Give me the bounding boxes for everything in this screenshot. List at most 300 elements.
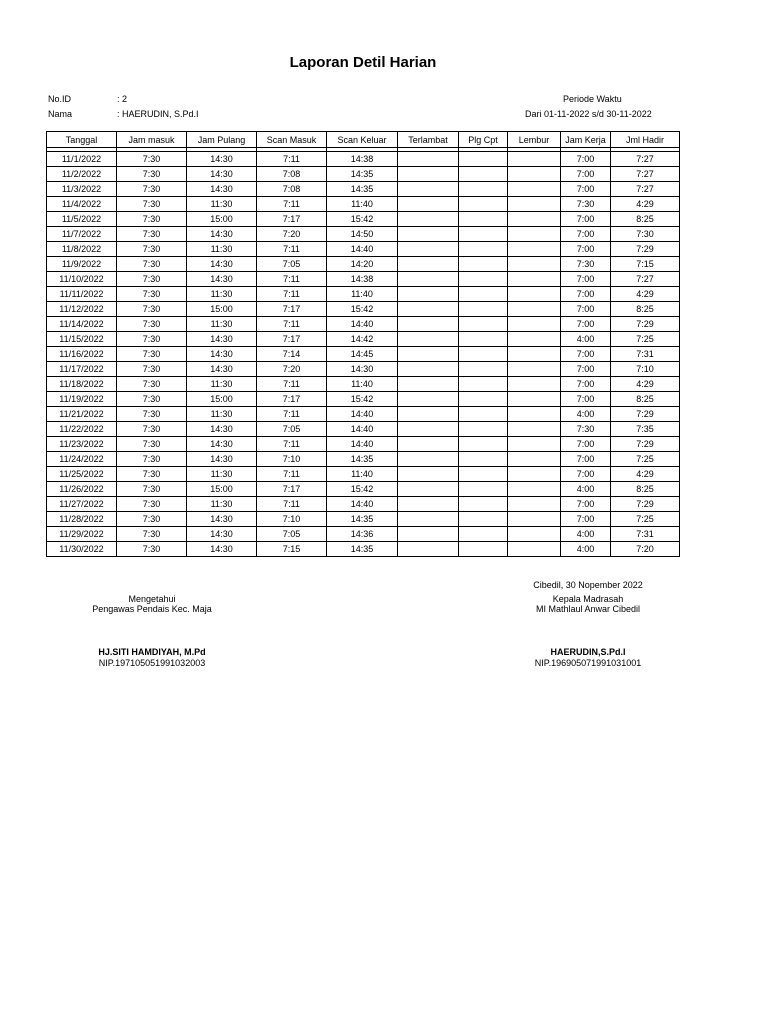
table-cell: 7:30 (117, 347, 187, 362)
table-cell: 7:29 (611, 497, 680, 512)
table-cell (459, 497, 508, 512)
table-cell: 7:20 (611, 542, 680, 557)
table-cell (508, 482, 561, 497)
table-cell (459, 332, 508, 347)
table-cell: 7:00 (561, 152, 611, 167)
no-id-label: No.ID (48, 94, 72, 104)
table-cell: 7:30 (117, 152, 187, 167)
table-row (46, 242, 680, 257)
table-cell: 7:30 (117, 512, 187, 527)
table-cell: 11/5/2022 (46, 212, 117, 227)
table-cell: 11/25/2022 (46, 467, 117, 482)
table-cell: 7:10 (257, 512, 327, 527)
table-cell: 14:30 (187, 452, 257, 467)
table-cell: 7:30 (561, 422, 611, 437)
table-cell: 7:31 (611, 527, 680, 542)
table-cell: 14:30 (187, 542, 257, 557)
table-cell (508, 392, 561, 407)
table-cell: 14:35 (327, 182, 398, 197)
attendance-table (46, 131, 680, 557)
table-cell: 7:30 (117, 407, 187, 422)
table-cell (459, 362, 508, 377)
table-cell: 7:20 (257, 227, 327, 242)
table-cell (508, 317, 561, 332)
table-cell: 8:25 (611, 212, 680, 227)
table-cell: 7:00 (561, 467, 611, 482)
table-cell: 15:00 (187, 482, 257, 497)
table-cell (459, 212, 508, 227)
table-cell: 7:30 (117, 467, 187, 482)
table-cell: 14:30 (187, 227, 257, 242)
nama-value: : HAERUDIN, S.Pd.I (117, 109, 199, 119)
table-cell: 7:08 (257, 167, 327, 182)
table-cell (508, 422, 561, 437)
table-cell: 7:00 (561, 452, 611, 467)
table-cell (398, 197, 459, 212)
table-cell: 11/16/2022 (46, 347, 117, 362)
table-row (46, 452, 680, 467)
table-cell: 7:30 (117, 542, 187, 557)
table-cell (398, 167, 459, 182)
table-cell: 8:25 (611, 482, 680, 497)
table-cell: 7:10 (257, 452, 327, 467)
table-cell: 7:30 (117, 302, 187, 317)
table-cell: 11:30 (187, 467, 257, 482)
table-cell (508, 302, 561, 317)
table-cell: 7:00 (561, 497, 611, 512)
table-cell (459, 347, 508, 362)
table-cell: 4:29 (611, 377, 680, 392)
table-cell (508, 347, 561, 362)
table-cell: 7:15 (257, 542, 327, 557)
table-cell (508, 227, 561, 242)
table-row (46, 392, 680, 407)
table-cell: 11/17/2022 (46, 362, 117, 377)
table-cell: 11/3/2022 (46, 182, 117, 197)
table-cell (398, 182, 459, 197)
table-cell (459, 377, 508, 392)
table-cell (459, 542, 508, 557)
table-cell (459, 467, 508, 482)
table-cell (398, 482, 459, 497)
table-row (46, 317, 680, 332)
table-cell (398, 437, 459, 452)
table-cell (398, 242, 459, 257)
column-header: Jam Kerja (561, 131, 611, 148)
table-cell: 7:25 (611, 512, 680, 527)
table-cell (508, 407, 561, 422)
table-cell: 7:00 (561, 242, 611, 257)
table-cell: 7:17 (257, 392, 327, 407)
left-signature-heading: Mengetahui (128, 594, 176, 604)
table-cell (398, 212, 459, 227)
table-cell: 7:25 (611, 332, 680, 347)
table-cell: 14:30 (187, 167, 257, 182)
table-cell (459, 437, 508, 452)
table-row (46, 512, 680, 527)
table-cell: 14:30 (187, 527, 257, 542)
table-cell: 11/27/2022 (46, 497, 117, 512)
table-cell: 7:00 (561, 302, 611, 317)
table-cell: 15:00 (187, 392, 257, 407)
table-cell (398, 287, 459, 302)
table-cell: 14:40 (327, 422, 398, 437)
table-cell: 7:11 (257, 242, 327, 257)
table-cell: 7:30 (117, 272, 187, 287)
table-cell (398, 452, 459, 467)
table-cell: 11/2/2022 (46, 167, 117, 182)
table-cell: 14:36 (327, 527, 398, 542)
column-header: Jam Pulang (187, 131, 257, 148)
table-cell (459, 182, 508, 197)
table-cell: 11/14/2022 (46, 317, 117, 332)
column-header: Tanggal (46, 131, 117, 148)
table-cell: 7:30 (117, 182, 187, 197)
table-cell: 14:40 (327, 242, 398, 257)
table-cell: 7:30 (117, 482, 187, 497)
table-cell (508, 167, 561, 182)
table-cell: 7:00 (561, 347, 611, 362)
table-cell: 11/22/2022 (46, 422, 117, 437)
table-cell (459, 422, 508, 437)
table-cell: 14:50 (327, 227, 398, 242)
table-cell: 4:00 (561, 332, 611, 347)
table-cell (398, 227, 459, 242)
table-cell: 7:30 (117, 452, 187, 467)
table-cell: 14:30 (187, 272, 257, 287)
table-cell: 14:40 (327, 317, 398, 332)
table-cell: 7:30 (117, 422, 187, 437)
table-cell: 8:25 (611, 392, 680, 407)
table-cell: 14:30 (187, 182, 257, 197)
table-cell: 7:30 (117, 212, 187, 227)
table-cell (398, 362, 459, 377)
column-header: Terlambat (398, 131, 459, 148)
left-signature-role: Pengawas Pendais Kec. Maja (92, 604, 212, 614)
table-cell: 7:00 (561, 227, 611, 242)
table-cell: 7:05 (257, 422, 327, 437)
table-cell: 7:00 (561, 272, 611, 287)
table-cell: 11/30/2022 (46, 542, 117, 557)
table-cell (459, 257, 508, 272)
table-cell (508, 242, 561, 257)
right-signer-nip: NIP.196905071991031001 (534, 658, 642, 668)
table-row (46, 437, 680, 452)
table-cell: 11/24/2022 (46, 452, 117, 467)
table-cell: 7:30 (117, 317, 187, 332)
table-cell: 4:29 (611, 467, 680, 482)
column-header: Jam masuk (117, 131, 187, 148)
table-cell: 7:11 (257, 317, 327, 332)
table-cell (508, 182, 561, 197)
table-cell: 11:30 (187, 242, 257, 257)
table-header-row (46, 131, 680, 148)
table-row (46, 422, 680, 437)
table-cell (398, 527, 459, 542)
table-cell: 7:30 (117, 437, 187, 452)
table-cell (459, 287, 508, 302)
table-cell: 14:30 (187, 437, 257, 452)
table-cell: 11:30 (187, 287, 257, 302)
table-cell: 11:40 (327, 287, 398, 302)
table-cell: 7:11 (257, 497, 327, 512)
table-cell: 11/4/2022 (46, 197, 117, 212)
table-cell: 11/26/2022 (46, 482, 117, 497)
table-cell: 14:35 (327, 452, 398, 467)
table-cell (508, 362, 561, 377)
table-cell (459, 167, 508, 182)
table-cell: 11/10/2022 (46, 272, 117, 287)
table-cell (459, 482, 508, 497)
table-cell (398, 347, 459, 362)
column-header: Jml Hadir (611, 131, 680, 148)
table-cell (398, 257, 459, 272)
table-cell (398, 407, 459, 422)
table-cell (508, 452, 561, 467)
table-cell: 7:11 (257, 377, 327, 392)
table-cell: 14:30 (187, 362, 257, 377)
table-cell (508, 332, 561, 347)
table-cell (398, 317, 459, 332)
table-cell (459, 512, 508, 527)
table-cell (459, 407, 508, 422)
table-row (46, 407, 680, 422)
column-header: Scan Keluar (327, 131, 398, 148)
table-cell: 7:08 (257, 182, 327, 197)
table-cell: 7:11 (257, 197, 327, 212)
table-cell (459, 392, 508, 407)
table-cell: 11/9/2022 (46, 257, 117, 272)
table-cell: 7:25 (611, 452, 680, 467)
table-row (46, 332, 680, 347)
table-cell: 7:17 (257, 302, 327, 317)
table-cell: 7:00 (561, 392, 611, 407)
table-cell: 7:00 (561, 437, 611, 452)
table-cell: 7:00 (561, 212, 611, 227)
table-cell: 7:30 (117, 332, 187, 347)
table-cell: 7:27 (611, 167, 680, 182)
table-cell: 14:45 (327, 347, 398, 362)
table-cell: 7:30 (117, 362, 187, 377)
table-cell (459, 227, 508, 242)
table-cell: 14:35 (327, 542, 398, 557)
table-cell: 11/7/2022 (46, 227, 117, 242)
table-row (46, 272, 680, 287)
table-cell: 7:15 (611, 257, 680, 272)
table-row (46, 362, 680, 377)
table-cell (398, 512, 459, 527)
table-cell: 7:17 (257, 482, 327, 497)
table-cell: 7:30 (117, 242, 187, 257)
table-cell: 14:38 (327, 152, 398, 167)
table-row (46, 497, 680, 512)
table-cell: 15:42 (327, 392, 398, 407)
table-cell: 7:35 (611, 422, 680, 437)
table-cell: 7:11 (257, 467, 327, 482)
table-cell (459, 197, 508, 212)
table-cell (398, 332, 459, 347)
table-cell: 7:31 (611, 347, 680, 362)
table-cell: 7:27 (611, 152, 680, 167)
table-cell: 7:00 (561, 512, 611, 527)
table-cell: 14:38 (327, 272, 398, 287)
nama-label: Nama (48, 109, 73, 119)
table-cell: 11:30 (187, 317, 257, 332)
table-cell (459, 302, 508, 317)
table-cell: 15:42 (327, 302, 398, 317)
table-cell: 11:40 (327, 377, 398, 392)
table-cell: 7:00 (561, 182, 611, 197)
table-cell: 7:30 (117, 377, 187, 392)
table-cell: 11/28/2022 (46, 512, 117, 527)
table-cell (508, 152, 561, 167)
table-cell: 7:29 (611, 317, 680, 332)
table-cell (459, 272, 508, 287)
table-cell: 11:30 (187, 377, 257, 392)
table-cell: 14:30 (187, 152, 257, 167)
table-row (46, 182, 680, 197)
table-cell: 7:14 (257, 347, 327, 362)
right-signature-role: Kepala Madrasah (552, 594, 624, 604)
table-cell: 7:30 (117, 392, 187, 407)
table-row (46, 347, 680, 362)
table-cell: 14:30 (187, 422, 257, 437)
table-row (46, 482, 680, 497)
table-cell: 7:30 (117, 167, 187, 182)
table-cell: 11/15/2022 (46, 332, 117, 347)
table-cell: 7:17 (257, 212, 327, 227)
table-row (46, 287, 680, 302)
table-cell: 7:30 (117, 197, 187, 212)
table-cell: 11/12/2022 (46, 302, 117, 317)
table-cell: 7:00 (561, 317, 611, 332)
table-cell (508, 377, 561, 392)
table-cell: 4:00 (561, 527, 611, 542)
table-cell (508, 272, 561, 287)
table-cell (508, 497, 561, 512)
table-cell (398, 152, 459, 167)
periode-label: Periode Waktu (563, 94, 622, 104)
table-cell: 7:29 (611, 437, 680, 452)
periode-value: Dari 01-11-2022 s/d 30-11-2022 (525, 109, 652, 119)
signature-place-date: Cibedil, 30 Nopember 2022 (533, 580, 643, 590)
table-cell: 14:40 (327, 437, 398, 452)
table-cell: 14:20 (327, 257, 398, 272)
table-cell: 4:29 (611, 197, 680, 212)
table-cell: 11:30 (187, 407, 257, 422)
table-cell: 7:30 (117, 227, 187, 242)
right-signer-name: HAERUDIN,S.Pd.I (550, 647, 626, 657)
table-cell (398, 467, 459, 482)
table-cell: 11:40 (327, 467, 398, 482)
table-cell: 4:00 (561, 482, 611, 497)
table-cell: 7:10 (611, 362, 680, 377)
table-cell: 14:40 (327, 407, 398, 422)
table-row (46, 377, 680, 392)
table-cell (459, 452, 508, 467)
table-cell: 7:27 (611, 272, 680, 287)
table-row (46, 197, 680, 212)
table-cell: 11/21/2022 (46, 407, 117, 422)
table-cell: 11/19/2022 (46, 392, 117, 407)
table-cell: 7:27 (611, 182, 680, 197)
table-cell: 7:30 (561, 197, 611, 212)
table-cell: 4:00 (561, 407, 611, 422)
table-cell: 7:11 (257, 437, 327, 452)
table-row (46, 152, 680, 167)
table-cell: 14:42 (327, 332, 398, 347)
right-signature-org: MI Mathlaul Anwar Cibedil (535, 604, 641, 614)
left-signer-nip: NIP.197105051991032003 (98, 658, 206, 668)
table-cell (508, 287, 561, 302)
table-cell: 7:20 (257, 362, 327, 377)
table-cell: 15:42 (327, 482, 398, 497)
table-cell: 14:30 (187, 257, 257, 272)
table-cell: 7:11 (257, 152, 327, 167)
table-cell: 4:00 (561, 542, 611, 557)
table-cell: 7:00 (561, 167, 611, 182)
table-cell: 7:00 (561, 287, 611, 302)
table-cell (398, 497, 459, 512)
table-cell: 4:29 (611, 287, 680, 302)
table-cell (398, 422, 459, 437)
table-cell: 11:30 (187, 197, 257, 212)
table-cell: 11/18/2022 (46, 377, 117, 392)
table-row (46, 527, 680, 542)
table-cell (508, 542, 561, 557)
table-cell: 7:29 (611, 242, 680, 257)
table-cell: 7:30 (117, 527, 187, 542)
table-cell: 7:30 (117, 497, 187, 512)
table-cell: 7:05 (257, 257, 327, 272)
table-cell (459, 152, 508, 167)
table-cell: 11/23/2022 (46, 437, 117, 452)
table-cell (508, 212, 561, 227)
table-cell: 11:40 (327, 197, 398, 212)
table-cell (398, 542, 459, 557)
table-cell: 14:30 (327, 362, 398, 377)
table-cell: 15:00 (187, 302, 257, 317)
table-cell (459, 317, 508, 332)
table-cell: 15:42 (327, 212, 398, 227)
table-cell: 7:30 (561, 257, 611, 272)
column-header: Scan Masuk (257, 131, 327, 148)
table-cell: 7:30 (611, 227, 680, 242)
table-cell (459, 242, 508, 257)
table-cell: 11/8/2022 (46, 242, 117, 257)
left-signer-name: HJ.SITI HAMDIYAH, M.Pd (98, 647, 206, 657)
table-cell: 7:00 (561, 377, 611, 392)
table-cell (398, 302, 459, 317)
attendance-table-body (46, 148, 680, 557)
table-cell: 7:17 (257, 332, 327, 347)
table-cell: 7:11 (257, 407, 327, 422)
table-row (46, 467, 680, 482)
table-row (46, 227, 680, 242)
table-cell: 14:35 (327, 167, 398, 182)
table-cell (508, 437, 561, 452)
table-cell (508, 512, 561, 527)
table-cell: 14:35 (327, 512, 398, 527)
table-row (46, 302, 680, 317)
table-cell (508, 257, 561, 272)
table-row (46, 542, 680, 557)
table-cell (398, 272, 459, 287)
table-cell: 11/29/2022 (46, 527, 117, 542)
table-cell (508, 197, 561, 212)
table-cell: 7:11 (257, 287, 327, 302)
table-cell (398, 392, 459, 407)
